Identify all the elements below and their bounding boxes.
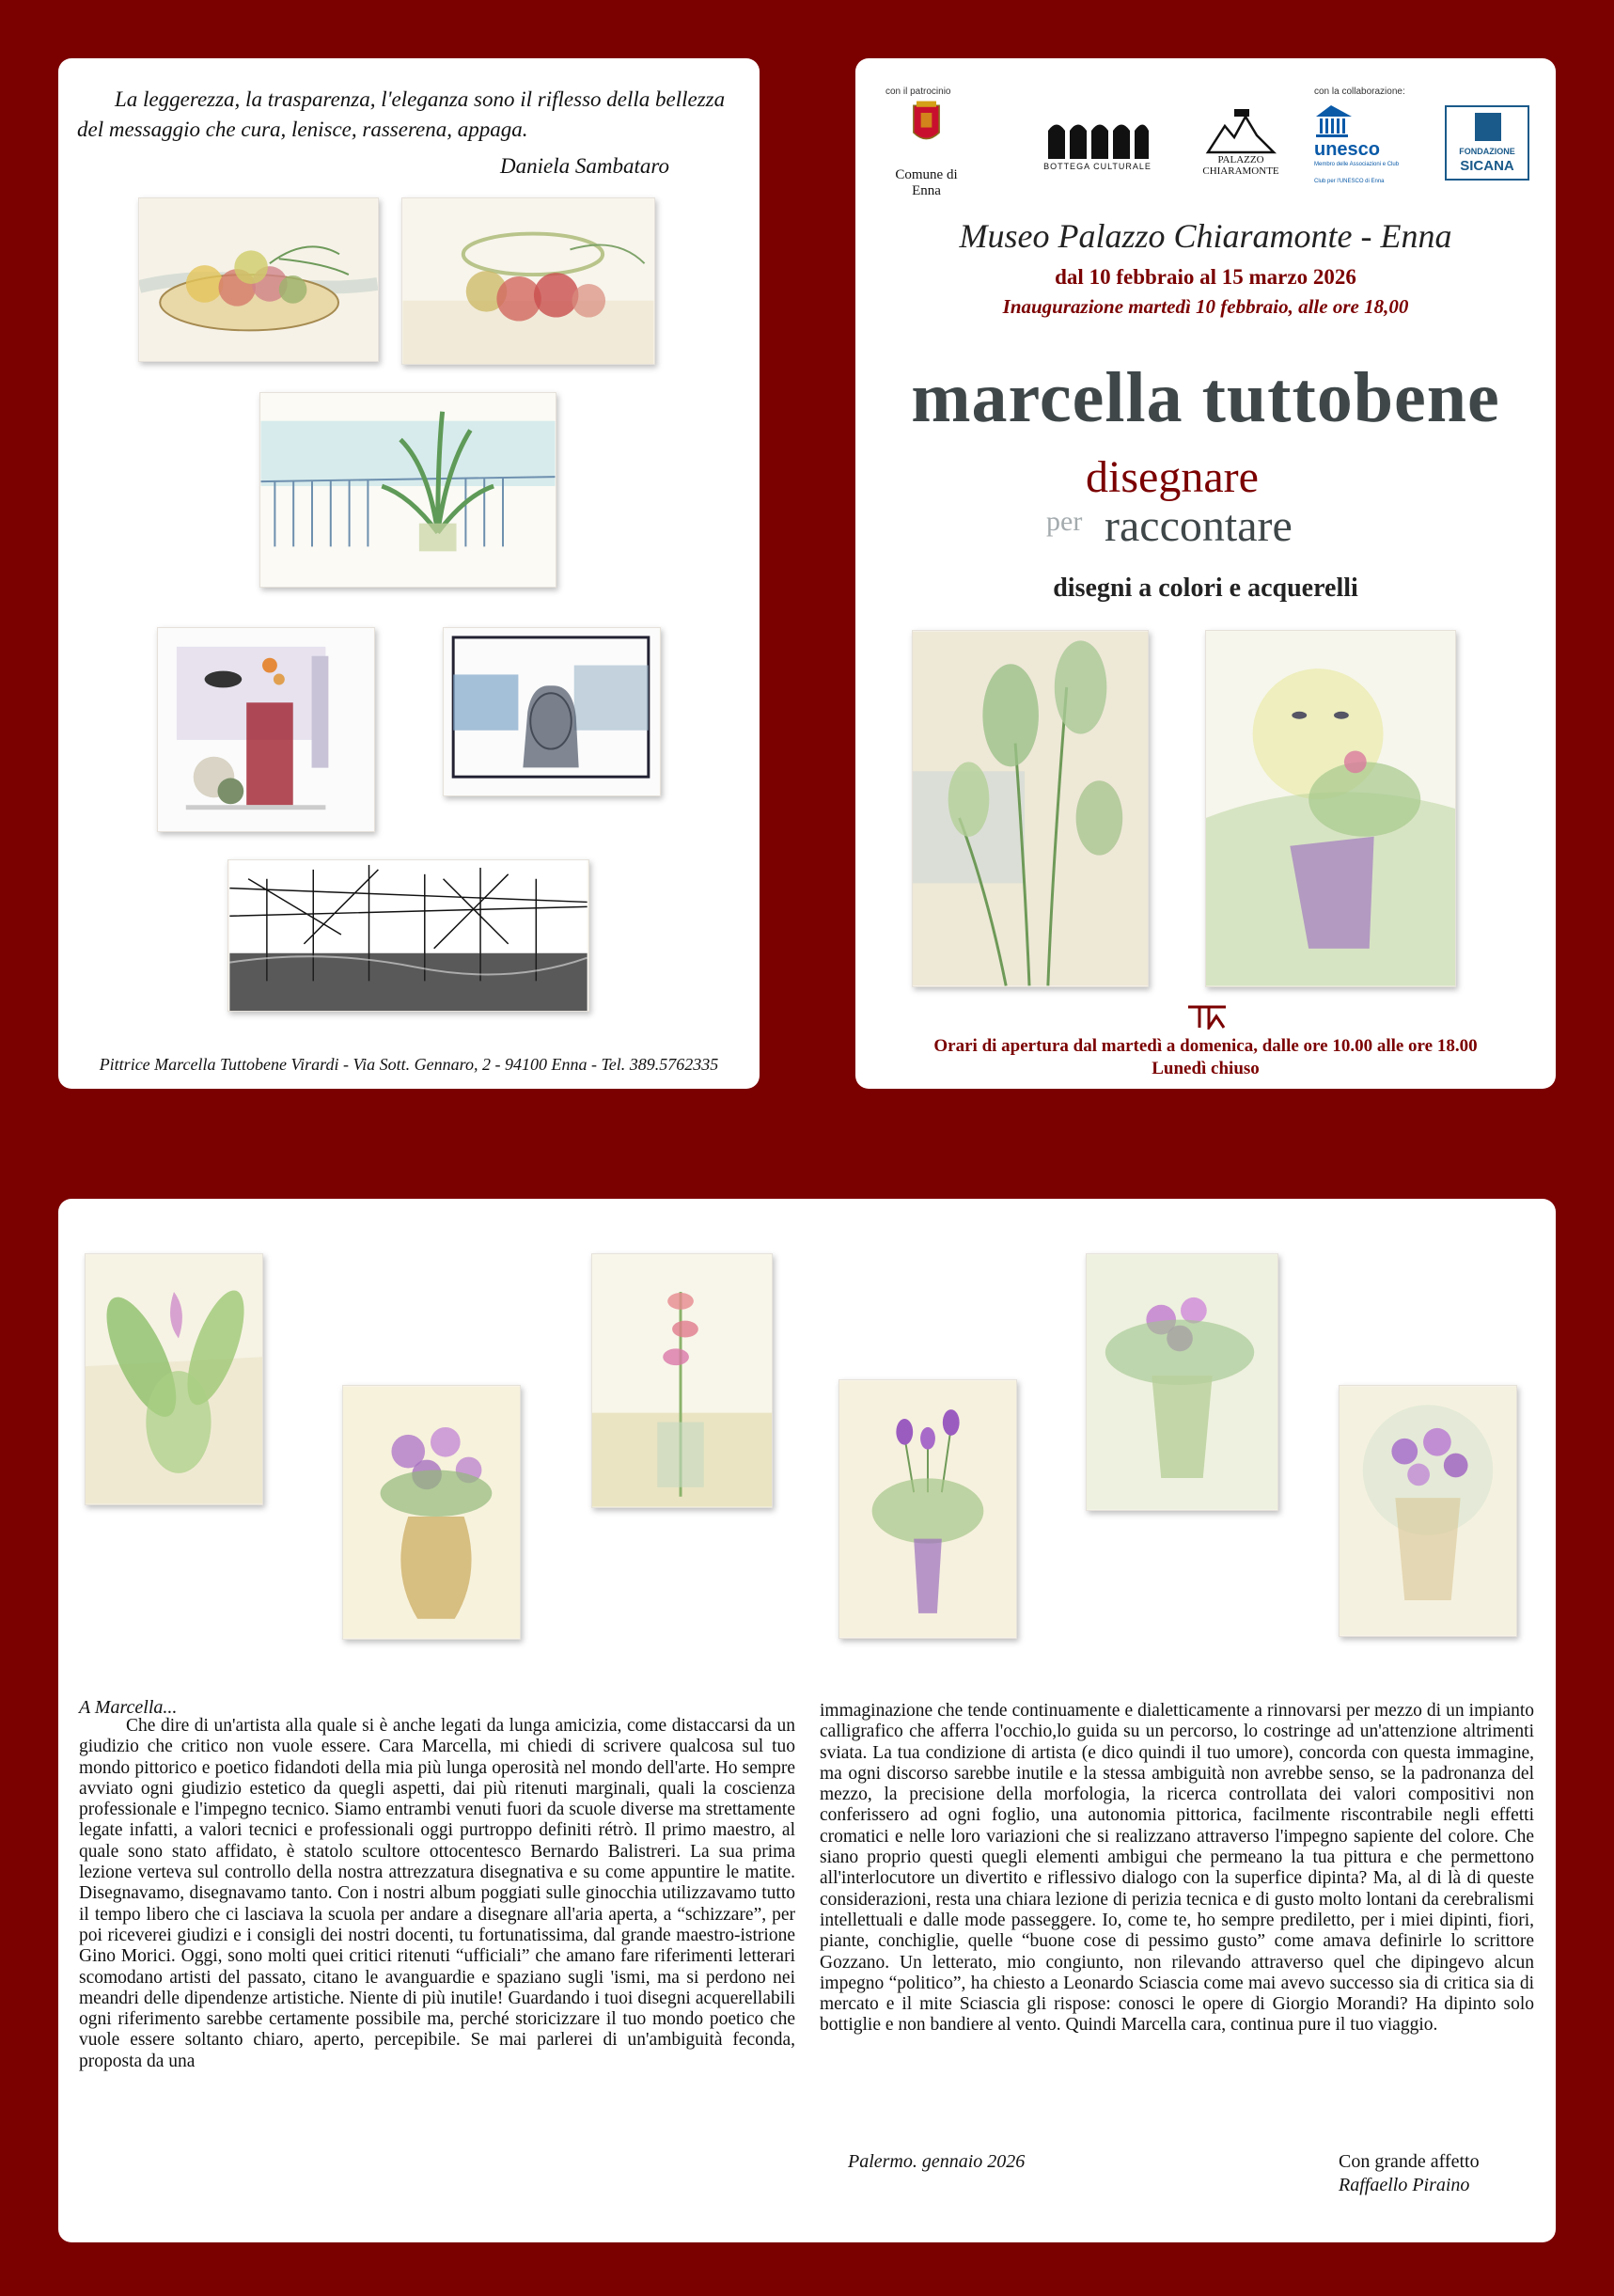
title-raccontare: raccontare [1105,501,1293,551]
letter-closing: Con grande affetto [1339,2151,1480,2172]
collab-label: con la collaborazione: [1314,86,1405,97]
artwork-calla-lily [85,1253,263,1505]
patronage-label: con il patrocinio [885,86,951,97]
artwork-woman-window [443,627,661,796]
artwork-leaves [912,630,1149,987]
title-disegnare: disegnare [1086,452,1259,502]
letter-place-date: Palermo. gennaio 2026 [848,2151,1026,2172]
artwork-harbor-ink [227,859,589,1012]
left-panel [58,58,760,1089]
comune-logo [882,100,971,198]
artist-contact: Pittrice Marcella Tuttobene Virardi - Via Sott. Gennaro, 2 - 94100 Enna - Tel. 389.5762335 [99,1055,719,1074]
right-panel [855,58,1556,1089]
artwork-flower-vase-green [1086,1253,1278,1511]
artwork-fruit-basket [401,197,655,365]
opening-hours: Orari di apertura dal martedì a domenica, dalle ore 10.00 alle ore 18.00 [933,1036,1478,1056]
artwork-mask-interior [157,627,375,832]
unesco-sub-label: Membro delle Associazioni e Club [1314,162,1400,167]
venue-title: Museo Palazzo Chiaramonte - Enna [959,217,1452,255]
comune-label: Comune di Enna [895,167,958,198]
bottega-logo [1043,117,1152,179]
bottom-panel [58,1199,1556,2242]
artwork-purple-tulips [838,1379,1017,1639]
quote-text: La leggerezza, la trasparenza, l'eleganza sono il riflesso della bellezza del messaggio che cura, lenisce, rasserena, appaga. [77,87,726,141]
artwork-fruit-bowl [138,197,379,362]
organizer-monogram-icon [1186,1003,1228,1030]
title-per: per [1046,506,1083,537]
letter-signature: Raffaello Piraino [1339,2175,1470,2195]
palazzo-logo [1199,107,1283,182]
letter-column-2: immaginazione che tende continuamente e dialetticamente a rinnovarsi per mezzo di un impianto calligrafico che afferra l'occhio,lo guida su un percorso, lo costringe ad un'attenzione altrimenti sviata. La tua condizione di artista (e dico quindi il tuo umore), concorda con questa immagine, ma ogni discorso sarebbe inutile e la stessa ambiguità non avrebbe senso, se la padronanza del mezzo, la precisione della morfologia, la ricerca controllata dei valori compositivi non conferissero ad ogni foglio, una autonomia pittorica, facilmente riscontrabile negli effetti cromatici e nelle loro variazioni che si realizzano attraverso l'impegno sapiente del colore. Che siano proprio questi quegli elementi ambigui che permeano la tua pittura e che permettono all'interlocutore un divertito e riflessivo dialogo con la superfice dipinta? Ma, al di là di queste considerazioni, resta una chiara lezione di perizia tecnica e di gusto molto lontani da cerebralismi intellettuali e dalle mode passeggere. Io, come te, ho sempre prediletto, per i miei dipinti, fiori, piante, conchiglie, quelle “buone cose di pessimo gusto” come amava definirle lo scrittore Gozzano. Un letterato, mio congiunto, non rilevando attraverso quel che dipingevo alcun impegno “politico”, ha chiesto a Leonardo Sciascia come mai avevo successo sia di critica sia di mercato e il mite Sciascia gli rispose: conosci le opere di Giorgio Morandi? Ha dipinto solo bottiglie e non bandiere al vento. Quindi Marcella cara, continua pure il tuo viaggio. [820,1701,1534,2036]
closed-day: Lunedì chiuso [1152,1059,1260,1078]
exhibition-dates: dal 10 febbraio al 15 marzo 2026 [1055,265,1356,289]
artwork-terrace-plant [259,392,556,588]
quote-author: Daniela Sambataro [500,154,669,178]
unesco-sub-label-2: Club per l'UNESCO di Enna [1314,179,1385,184]
letter-column-1: Che dire di un'artista alla quale si è anche legati da lunga amicizia, come distaccarsi da un giudizio che critico non vuole essere. Cara Marcella, mi chiedi di scrivere qualcosa sul tuo mondo pittorico e poetico fidandoti della mia più lunga operosità nel mondo dell'arte. Ho sempre avviato ogni giudizio estetico da quegli aspetti, dai più ritenuti marginali, quali la coscienza professionale e l'impegno tecnico. Siamo entrambi venuti fuori da scuole diverse ma strettamente legate infatti, a valori tecnici e professionali oggi purtroppo definiti rétrò. Il primo maestro, al quale sono stato affidato, è statolo scultore ottocentesco Bernardo Balistreri. La sua prima lezione verteva sul controllo della nostra attrezzatura disegnativa e su come appuntire le matite. Disegnavamo, disegnavamo tanto. Con i nostri album poggiati sulle ginocchia utilizzavamo tutto il tempo libero che ci lasciava la scuola per andare a disegnare all'aria aperta, a “schizzare”, per poi riceverei giudizi e i consigli dei nostri docenti, tu fortunatissima, dal grande maestro-istrione Gino Morici. Oggi, sono molti quei critici ritenuti “ufficiali” che amano fare riferimenti letterari scomodano artisti del passato, citano le avanguardie e spaziano sugli 'ismi, ma si perdono nei meandri delle dipendenze artistiche. Niente di più inutile! Guardando i tuoi disegni acquerellabili ogni riferimento sarebbe certamente possibile ma, perché storicizzare il tuo mondo poetico che vuole essere soltanto chiaro, aperto, percepibile. Se mai parlerei di un'ambiguità feconda, proposta da una [79,1716,795,2071]
artwork-gladiolus [591,1253,773,1508]
artist-name: marcella tuttobene [911,358,1500,437]
palazzo-label-1: PALAZZO [1217,154,1264,165]
unesco-logo [1314,103,1418,188]
inauguration-text: Inaugurazione martedì 10 febbraio, alle ore 18,00 [1002,295,1409,318]
fondazione-icon [1475,113,1501,141]
palazzo-label-2: CHIARAMONTE [1202,165,1279,177]
artwork-bouquet-amphora [342,1385,521,1640]
unesco-label: unesco [1314,139,1381,160]
exhibition-subtitle: disegni a colori e acquerelli [1053,574,1358,603]
fondazione-logo [1445,105,1529,181]
fondazione-label-2: SICANA [1460,158,1514,174]
letter-salutation: A Marcella... [79,1697,178,1718]
fondazione-label-1: FONDAZIONE [1459,147,1515,156]
artwork-flowers-glass-vase [1339,1385,1517,1637]
bottega-label: BOTTEGA CULTURALE [1043,162,1152,171]
artwork-face-vase [1205,630,1456,987]
